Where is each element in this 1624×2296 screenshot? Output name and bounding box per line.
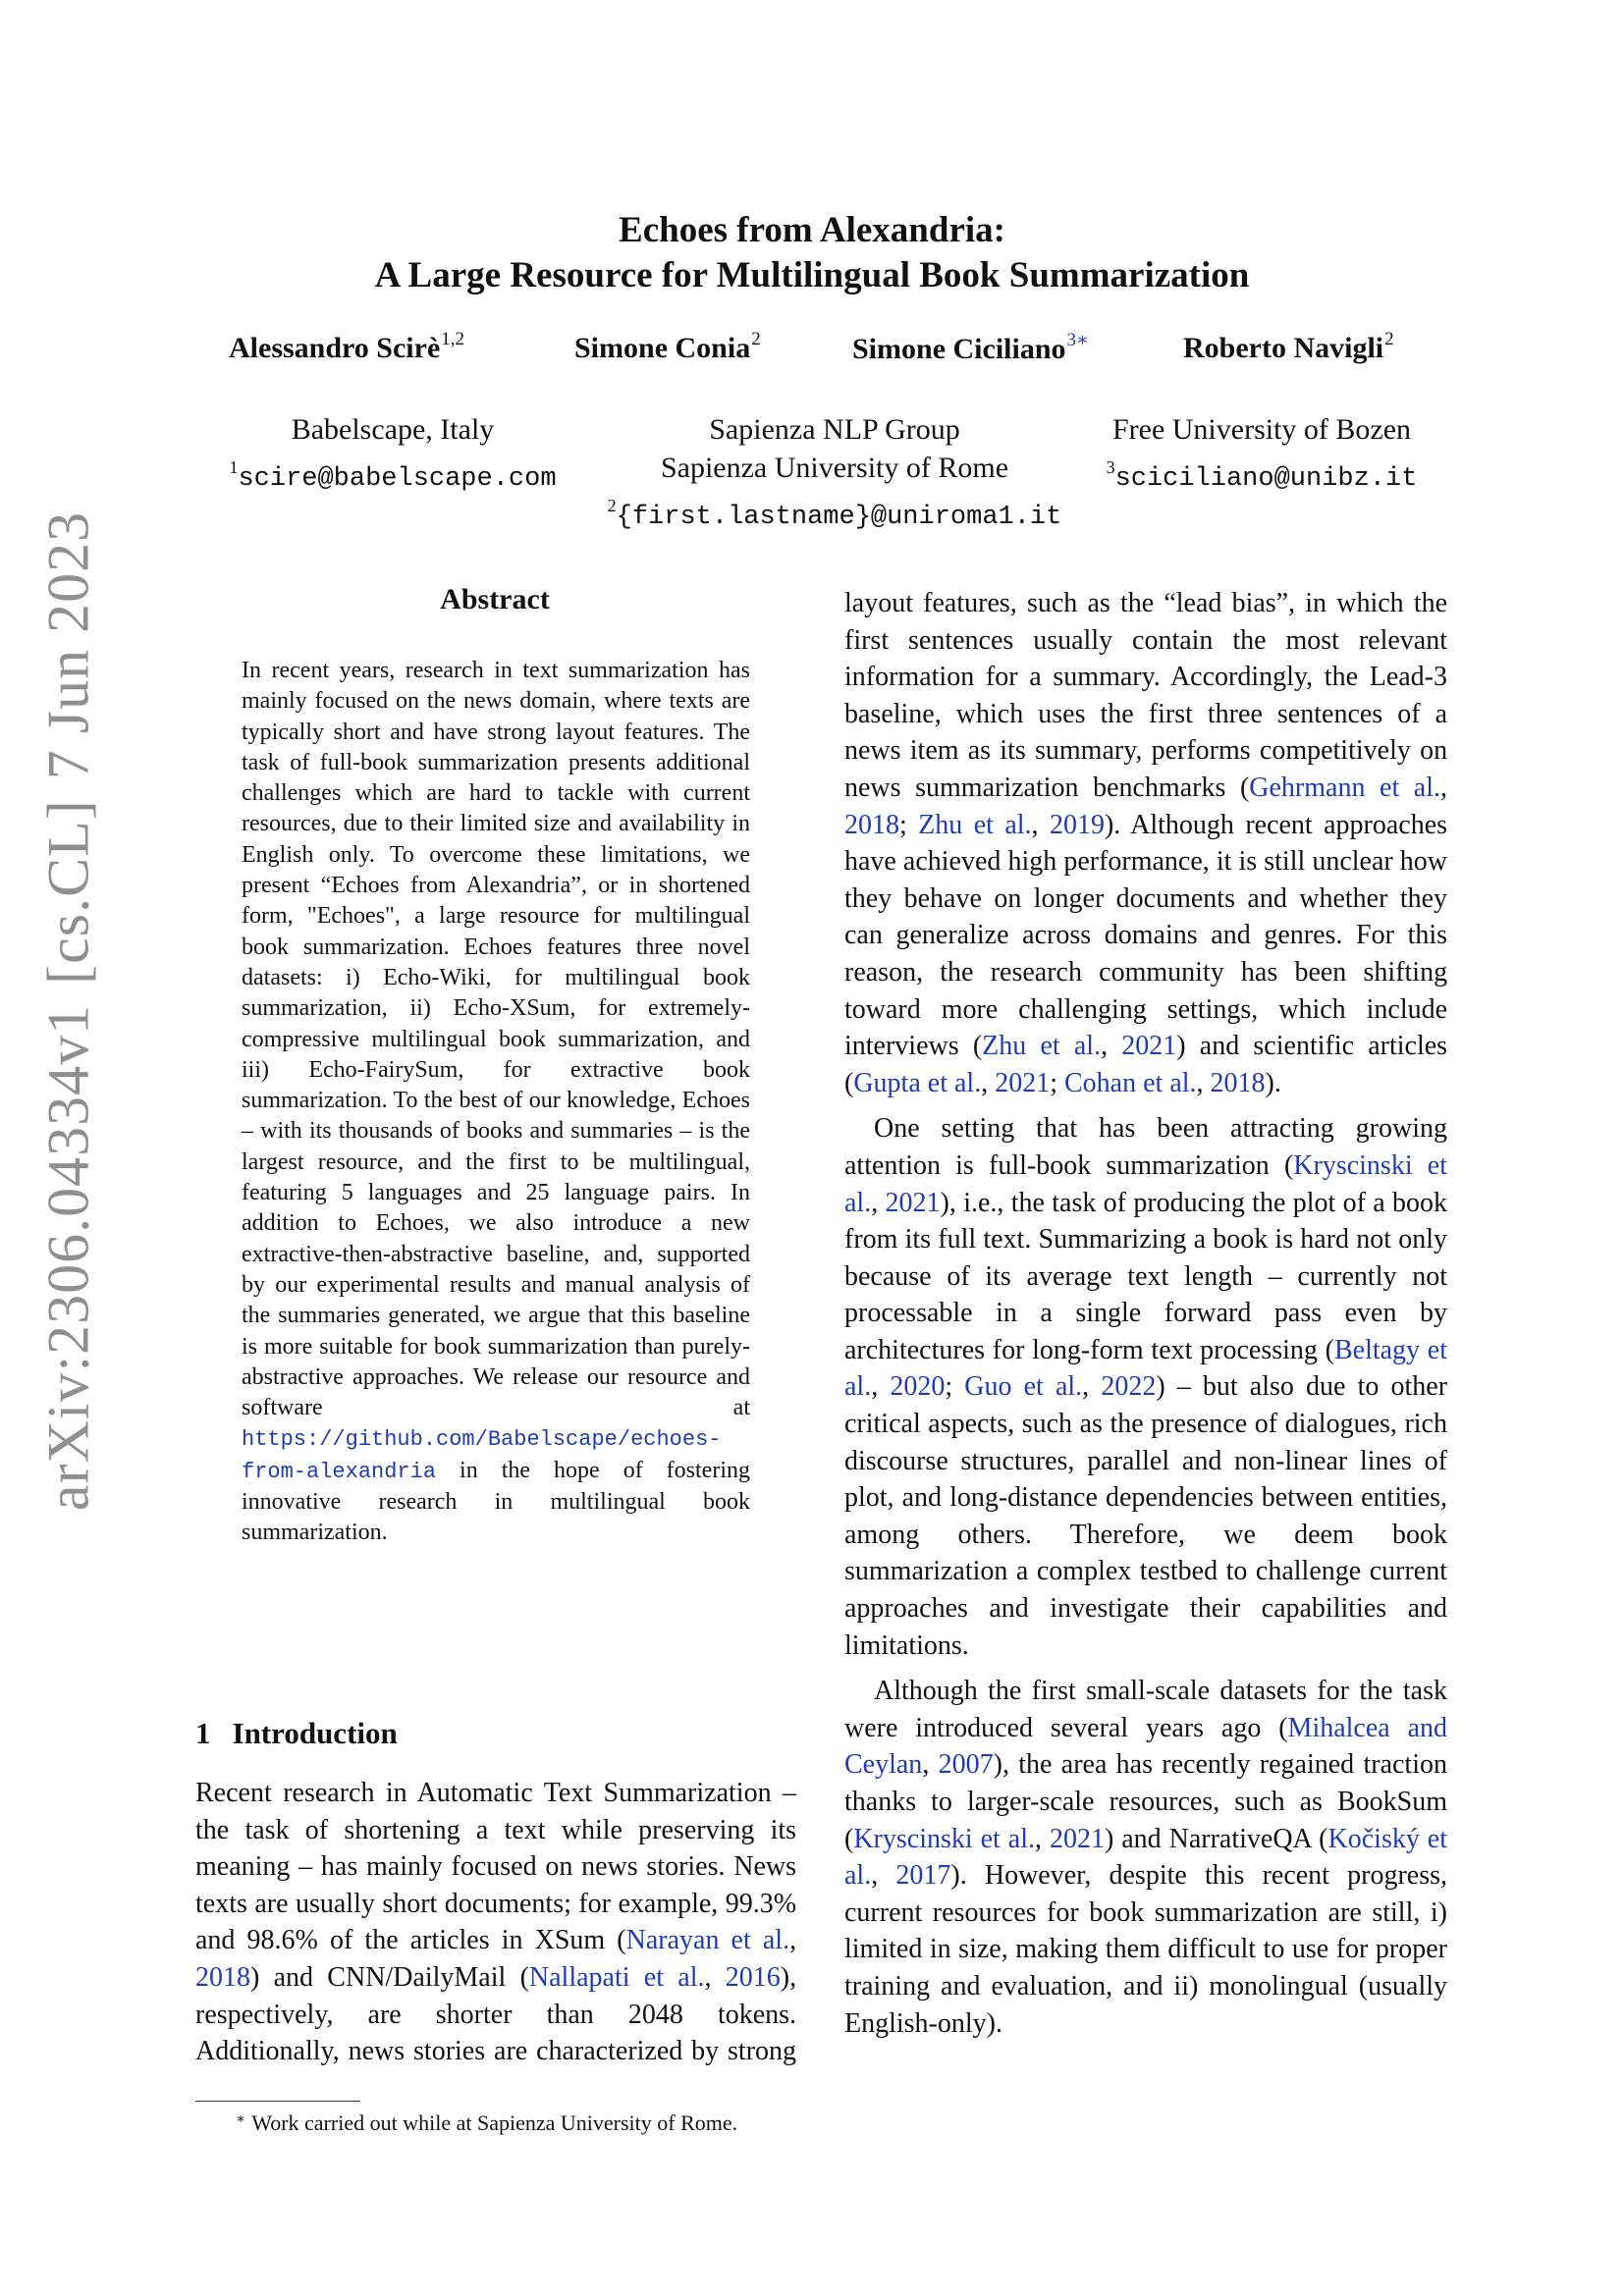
email-ciciliano: sciciliano@unibz.it [1114, 464, 1418, 494]
author-ciciliano: Simone Ciciliano$^{3∗}$ [852, 330, 1089, 365]
citation-link[interactable] [1026, 1031, 1040, 1061]
citation-link[interactable] [664, 1962, 677, 1993]
citation-link[interactable]: et [1380, 772, 1400, 803]
citation-link[interactable] [1399, 773, 1414, 803]
paper-title [196, 208, 1428, 298]
section-heading-introduction: 1 Introduction [195, 1716, 398, 1750]
citation-link[interactable]: Kryscinski et al. [853, 1823, 1035, 1854]
footnote: ∗ Work carried out while at Sapienza University of Rome. [236, 2110, 738, 2135]
citation-link[interactable]: al. [953, 1067, 982, 1098]
citation-link[interactable] [1060, 1031, 1074, 1061]
citation-link[interactable]: Narayan [625, 1925, 720, 1956]
email-sapienza: {first.lastname}@uniroma1.it [616, 503, 1062, 532]
citation-link[interactable]: 2018 [1210, 1067, 1266, 1098]
affiliation-sapienza: Sapienza NLP Group Sapienza University of Rome $^2${first.lastname}@uniroma1.it [607, 413, 1062, 532]
citation-link[interactable] [1365, 773, 1380, 803]
citation-link[interactable]: 2021 [1049, 1823, 1105, 1854]
intro-paragraph-3: Although the first small-scale datasets for the task were introduced several years ago (Mihalcea and Ceylan, 2007), the area has recently regained traction thanks to larger-scale resources, such as BookSum (Kryscinski et al., 2021) and NarrativeQA (Kočiský et al., 2017). However, despite this recent progress, current resources for book summarization are still, i) limited in size, making them difficult to use for proper training and evaluation, and ii) monolingual (usually English-only). [844, 1676, 1448, 2039]
author-scire: Alessandro Scirè$^{1,2}$ [229, 329, 465, 364]
citation-link[interactable]: 2017 [895, 1860, 951, 1892]
title-line-1: Echoes from Alexandria: [619, 210, 1005, 250]
intro-paragraph-1: Recent research in Automatic Text Summarization – the task of shortening a text while preserving its meaning – has mainly focused on news stories. News texts are usually short documents; for example, 99.3% and 98.6% of the articles in XSum (Narayan et al., 2018) and CNN/DailyMail (Nallapati et al., 2016), respectively, are shorter than 2048 tokens. Additionally, news stories are characterized by strong [195, 1778, 797, 2067]
citation-link[interactable]: et [1143, 1067, 1164, 1098]
arxiv-stamp [35, 502, 103, 1521]
citation-link[interactable]: 2021 [1121, 1031, 1177, 1062]
github-link[interactable]: https://github.com/Babelscape/echoes-from-alexandria [242, 1427, 722, 1484]
author-list [196, 329, 1428, 378]
citation-link[interactable]: Guo et al. [964, 1371, 1083, 1403]
citation-link[interactable]: et [973, 809, 994, 840]
citation-link[interactable]: Beltagy et al. [844, 1334, 1448, 1403]
citation-link[interactable]: 2021 [885, 1187, 941, 1218]
citation-link[interactable] [994, 810, 1004, 840]
affiliation-bozen: Free University of Bozen $^3$sciciliano@unibz.it [1106, 413, 1418, 494]
citation-link[interactable] [921, 1068, 928, 1098]
arxiv-date: 7 Jun 2023 [35, 510, 101, 780]
email-scire: scire@babelscape.com [238, 464, 557, 494]
citation-link[interactable]: et [927, 1067, 947, 1098]
citation-link[interactable]: 2016 [725, 1961, 781, 1993]
citation-link[interactable] [962, 810, 973, 840]
citation-link[interactable] [630, 1962, 644, 1993]
citation-link[interactable]: 2021 [995, 1067, 1051, 1098]
citation-link[interactable]: al. [1073, 1031, 1102, 1062]
citation-link[interactable]: Kryscinski et al. [844, 1149, 1447, 1218]
citation-link[interactable]: al. [762, 1925, 790, 1956]
title-line-2: A Large Resource for Multilingual Book Summarization [374, 255, 1250, 295]
arxiv-category: [cs.CL] [35, 799, 101, 985]
author-conia: Simone Conia$^2$ [574, 329, 761, 364]
citation-link[interactable]: 2020 [890, 1371, 946, 1403]
citation-link[interactable]: al. [677, 1961, 705, 1993]
citation-link[interactable]: Cohan [1063, 1067, 1137, 1098]
footnote-ref[interactable]: 3∗ [1066, 330, 1089, 350]
citation-link[interactable]: al. [1004, 809, 1032, 840]
citation-link[interactable]: Zhu [918, 809, 963, 840]
citation-link[interactable]: et [643, 1961, 664, 1993]
citation-link[interactable]: Gehrmann [1249, 772, 1366, 803]
citation-link[interactable]: Mihalcea and Ceylan [844, 1712, 1447, 1781]
citation-link[interactable] [947, 1068, 954, 1098]
intro-paragraph-1-continued: layout features, such as the “lead bias”, in which the first sentences usually contain the most relevant information for a summary. Accordingly, the Lead-3 baseline, which uses the first three sentences of a news item as its summary, performs competitively on news summarization benchmarks (Gehrmann et al., 2018; Zhu et al., 2019). Although recent approaches have achieved high performance, it is still unclear how they behave on longer documents and whether they can generalize across domains and genres. For this reason, the research community has been shifting toward more challenging settings, which include interviews (Zhu et al., 2021) and scientific articles (Gupta et al., 2021; Cohan et al., 2018). [844, 588, 1448, 1098]
citation-link[interactable]: al. [1413, 772, 1441, 803]
citation-link[interactable]: Zhu [982, 1031, 1027, 1062]
affiliation-babelscape: Babelscape, Italy $^1$scire@babelscape.com [229, 413, 557, 494]
intro-right-column [844, 585, 1447, 2042]
citation-link[interactable]: 2018 [195, 1961, 250, 1993]
citation-link[interactable]: al. [1169, 1067, 1197, 1098]
citation-link[interactable]: 2018 [844, 809, 899, 840]
citation-link[interactable]: 2007 [938, 1749, 994, 1781]
author-navigli: Roberto Navigli$^2$ [1183, 329, 1394, 364]
abstract-heading: Abstract [440, 583, 550, 615]
citation-link[interactable]: 2022 [1101, 1371, 1157, 1403]
citation-link[interactable] [719, 1925, 731, 1955]
footnote-rule [195, 2101, 360, 2102]
citation-link[interactable]: et [1040, 1031, 1060, 1062]
arxiv-id: arXiv:2306.04334v1 [35, 1003, 101, 1512]
intro-paragraph-2: One setting that has been attracting growing attention is full-book summarization (Kryscinski et al., 2021), i.e., the task of producing the plot of a book from its full text. Summarizing a book is hard not only because of its average text length – currently not processable in a single forward pass even by architectures for long-form text processing (Beltagy et al., 2020; Guo et al., 2022) – but also due to other critical aspects, such as the presence of dialogues, rich discourse structures, parallel and non-linear lines of plot, and long-distance dependencies between entities, among others. Therefore, we deem book summarization a complex testbed to challenge current approaches and investigate their capabilities and limitations. [844, 1113, 1448, 1661]
abstract-body: In recent years, research in text summarization has mainly focused on the news domain, where texts are typically short and have strong layout features. The task of full-book summarization presents additional challenges which are hard to tackle with current resources, due to their limited size and availability in English only. To overcome these limitations, we present “Echoes from Alexandria”, or in shortened form, "Echoes", a large resource for multilingual book summarization. Echoes features three novel datasets: i) Echo-Wiki, for multilingual book summarization, ii) Echo-XSum, for extremely-compressive multilingual book summarization, and iii) Echo-FairySum, for extractive book summarization. To the best of our knowledge, Echoes – with its thousands of books and summaries – is the largest resource, and the first to be multilingual, featuring 5 languages and 25 language pairs. In addition to Echoes, we also introduce a new extractive-then-abstractive baseline, and, supported by our experimental results and manual analysis of the summaries generated, we argue that this baseline is more suitable for book summarization than purely-abstractive approaches. We release our resource and software at https://github.com/Babelscape/echoes-from-alexandria in the hope of fostering innovative research in multilingual book summarization. [242, 658, 750, 1546]
citation-link[interactable]: Nallapati [528, 1961, 630, 1993]
citation-link[interactable] [751, 1925, 763, 1955]
citation-link[interactable]: et [731, 1925, 751, 1956]
citation-link[interactable]: 2019 [1049, 809, 1105, 840]
citation-link[interactable]: Kočiský et al. [844, 1823, 1448, 1892]
citation-link[interactable]: Gupta [853, 1067, 921, 1098]
